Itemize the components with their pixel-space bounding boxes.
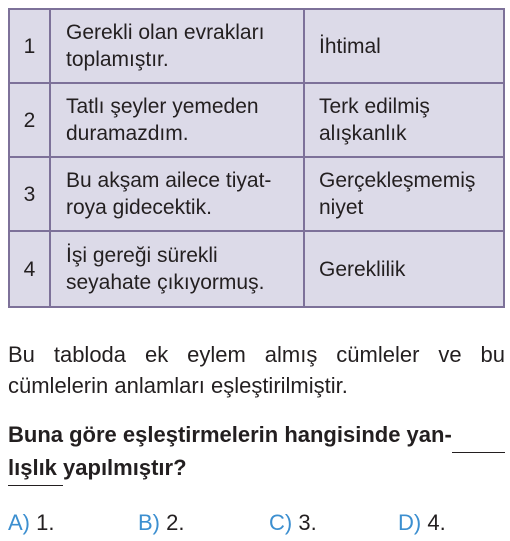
option-text: 4. bbox=[427, 510, 446, 535]
sentence-line: Tatlı şeyler yemeden bbox=[66, 95, 259, 118]
sentence-cell bbox=[50, 9, 304, 83]
meaning-cell bbox=[304, 9, 504, 83]
question-stem: Bu tabloda ek eylem almış cümleler ve bu cümlelerin anlamları eşleştirilmiştir. bbox=[8, 342, 505, 398]
question-line: Buna göre eşleştirmelerin hangisinde yan- bbox=[8, 422, 452, 447]
option-text: 3. bbox=[298, 510, 317, 535]
option-a[interactable] bbox=[8, 509, 54, 537]
table-row bbox=[9, 157, 504, 231]
row-number: 3 bbox=[9, 157, 50, 231]
meaning-line: Gerçekleşmemiş bbox=[319, 169, 476, 192]
meaning-cell bbox=[304, 83, 504, 157]
sentence-cell bbox=[50, 157, 304, 231]
meaning-cell bbox=[304, 231, 504, 307]
sentence-line: İşi gereği sürekli bbox=[66, 244, 218, 267]
sentence-line: Gerekli olan evrakları bbox=[66, 21, 265, 44]
sentence-cell bbox=[50, 83, 304, 157]
matching-table bbox=[8, 8, 505, 308]
table-row bbox=[9, 9, 504, 83]
option-text: 1. bbox=[36, 510, 55, 535]
meaning-line: İhtimal bbox=[319, 34, 381, 58]
option-d[interactable] bbox=[398, 509, 446, 537]
question-line: lışlık yapılmıştır? bbox=[8, 455, 187, 480]
table-row bbox=[9, 83, 504, 157]
sentence-line: roya gidecektik. bbox=[66, 196, 212, 219]
option-letter: B) bbox=[138, 510, 160, 535]
question-prompt bbox=[8, 418, 505, 484]
sentence-line: seyahate çıkıyormuş. bbox=[66, 271, 265, 294]
option-b[interactable] bbox=[138, 509, 184, 537]
row-number: 4 bbox=[9, 231, 50, 307]
option-letter: D) bbox=[398, 510, 422, 535]
sentence-line: toplamıştır. bbox=[66, 48, 169, 71]
row-number: 2 bbox=[9, 83, 50, 157]
emphasis-underline bbox=[452, 452, 505, 453]
option-letter: A) bbox=[8, 510, 30, 535]
meaning-line: niyet bbox=[319, 196, 364, 219]
meaning-line: alışkanlık bbox=[319, 122, 407, 145]
meaning-line: Terk edilmiş bbox=[319, 95, 430, 118]
sentence-cell bbox=[50, 231, 304, 307]
option-letter: C) bbox=[269, 510, 293, 535]
meaning-line: Gereklilik bbox=[319, 257, 406, 281]
option-text: 2. bbox=[166, 510, 185, 535]
emphasis-underline bbox=[8, 485, 63, 486]
meaning-cell bbox=[304, 157, 504, 231]
sentence-line: duramazdım. bbox=[66, 122, 189, 145]
sentence-line: Bu akşam ailece tiyat- bbox=[66, 169, 272, 192]
table-row bbox=[9, 231, 504, 307]
row-number: 1 bbox=[9, 9, 50, 83]
option-c[interactable] bbox=[269, 509, 317, 537]
